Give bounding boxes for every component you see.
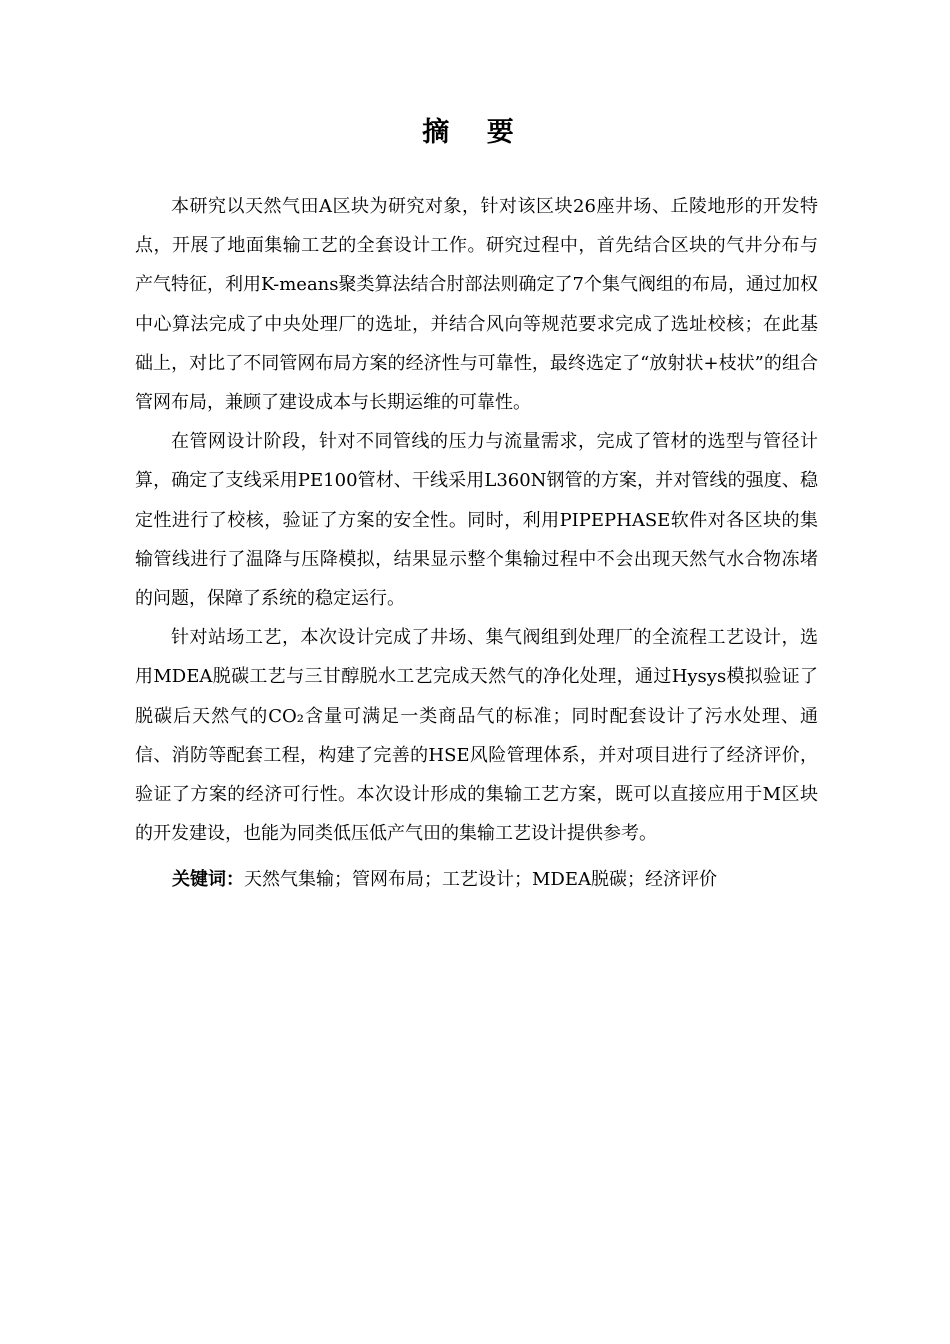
abstract-paragraph-1: 本研究以天然气田A区块为研究对象，针对该区块26座井场、丘陵地形的开发特点，开展了地面集输工艺的全套设计工作。研究过程中，首先结合区块的气井分布与产气特征，利用K-means聚类算法结合肘部法则确定了7个集气阀组的布局，通过加权中心算法完成了中央处理厂的选址，并结合风向等规范要求完成了选址校核；在此基础上，对比了不同管网布局方案的经济性与可靠性，最终选定了“放射状+枝状”的组合管网布局，兼顾了建设成本与长期运维的可靠性。 bbox=[135, 196, 818, 414]
abstract-body bbox=[135, 187, 818, 853]
keywords-list: 天然气集输；管网布局；工艺设计；MDEA脱碳；经济评价 bbox=[244, 869, 717, 890]
keywords-line bbox=[172, 862, 812, 898]
page-title: 摘 要 bbox=[422, 117, 528, 148]
abstract-paragraph-3: 针对站场工艺，本次设计完成了井场、集气阀组到处理厂的全流程工艺设计，选用MDEA脱碳工艺与三甘醇脱水工艺完成天然气的净化处理，通过Hysys模拟验证了脱碳后天然气的CO₂含量可满足一类商品气的标准；同时配套设计了污水处理、通信、消防等配套工程，构建了完善的HSE风险管理体系，并对项目进行了经济评价，验证了方案的经济可行性。本次设计形成的集输工艺方案，既可以直接应用于M区块的开发建设，也能为同类低压低产气田的集输工艺设计提供参考。 bbox=[135, 627, 818, 845]
abstract-paragraph-2: 在管网设计阶段，针对不同管线的压力与流量需求，完成了管材的选型与管径计算，确定了支线采用PE100管材、干线采用L360N钢管的方案，并对管线的强度、稳定性进行了校核，验证了方案的安全性。同时，利用PIPEPHASE软件对各区块的集输管线进行了温降与压降模拟，结果显示整个集输过程中不会出现天然气水合物冻堵的问题，保障了系统的稳定运行。 bbox=[135, 431, 818, 610]
keywords-label: 关键词： bbox=[172, 869, 244, 890]
